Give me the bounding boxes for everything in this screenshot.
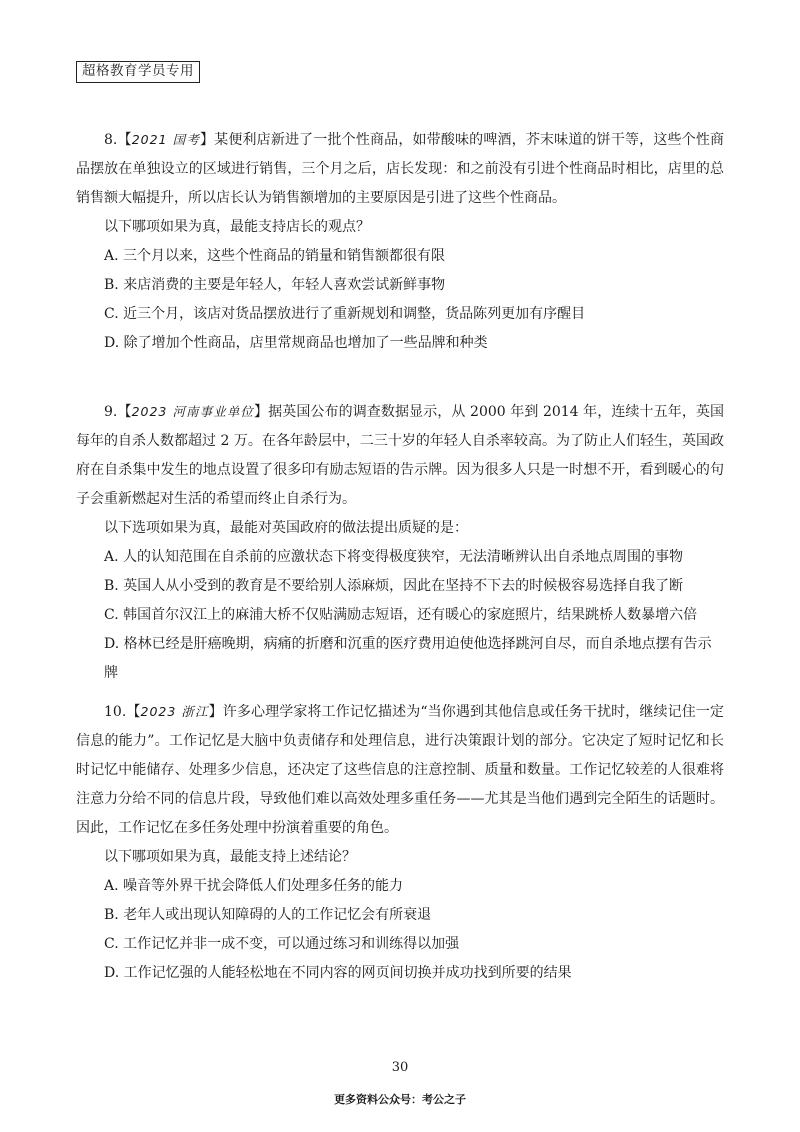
question-stem [76, 125, 724, 213]
question-9 [76, 397, 724, 688]
option-d: D. 格林已经是肝癌晚期，病痛的折磨和沉重的医疗费用迫使他选择跳河自尽，而自杀地点摆有告示牌 [104, 636, 712, 681]
option-b: B. 来店消费的主要是年轻人，年轻人喜欢尝试新鲜事物 [104, 277, 446, 293]
question-prompt: 以下选项如果为真，最能对英国政府的做法提出质疑的是： [104, 520, 468, 536]
stem-text: 据英国公布的调查数据显示，从 2000 年到 2014 年，连续十五年，英国每年的自杀人数都超过 2 万。在各年龄层中，二三十岁的年轻人自杀率较高。为了防止人们轻生，英国政府在自杀集中发生的地点设置了很多印有励志短语的告示牌。因为很多人只是一时想不开，看到暖心的句子会重新燃起对生活的希望而终止自杀行为。 [76, 404, 725, 507]
question-prompt: 以下哪项如果为真，最能支持上述结论？ [104, 849, 356, 865]
question-stem [76, 697, 724, 843]
question-stem [76, 397, 724, 514]
page-number: 30 [391, 1060, 409, 1075]
bracket-open: 【 [117, 404, 132, 420]
option-d: D. 工作记忆强的人能轻松地在不同内容的网页间切换并成功找到所要的结果 [104, 965, 572, 981]
stem-text: 许多心理学家将工作记忆描述为“当你遇到其他信息或任务干扰时，继续记住一定信息的能力”。工作记忆是大脑中负责储存和处理信息，进行决策跟计划的部分。它决定了短时记忆和长时记忆中能储存、处理多少信息，还决定了这些信息的注意控制、质量和数量。工作记忆较差的人很难将注意力分给不同的信息片段，导致他们难以高效处理多重任务——尤其是当他们遇到完全陌生的话题时。因此，工作记忆在多任务处理中扮演着重要的角色。 [76, 704, 725, 836]
watermark-label: 超格教育学员专用 [76, 61, 200, 83]
question-number: 10. [104, 704, 127, 720]
bracket-open: 【 [126, 704, 141, 720]
option-d: D. 除了增加个性商品，店里常规商品也增加了一些品牌和种类 [104, 335, 488, 351]
footer-text: 更多资料公众号：考公之子 [334, 1093, 466, 1106]
bracket-close: 】 [254, 404, 269, 420]
bracket-open: 【 [117, 132, 132, 148]
question-number: 8. [104, 132, 118, 148]
question-number: 9. [104, 404, 118, 420]
bracket-close: 】 [208, 704, 223, 720]
option-c: C. 工作记忆并非一成不变，可以通过练习和训练得以加强 [104, 936, 460, 952]
option-a: A. 三个月以来，这些个性商品的销量和销售额都很有限 [104, 248, 446, 264]
question-10 [76, 697, 724, 988]
source-tag: 2023 河南事业单位 [131, 404, 255, 419]
question-8 [76, 125, 724, 358]
option-c: C. 韩国首尔汉江上的麻浦大桥不仅贴满励志短语，还有暖心的家庭照片，结果跳桥人数暴增六倍 [104, 607, 698, 623]
stem-text: 某便利店新进了一批个性商品，如带酸味的啤酒，芥末味道的饼干等，这些个性商品摆放在单独设立的区域进行销售，三个月之后，店长发现：和之前没有引进个性商品时相比，店里的总销售额大幅提升，所以店长认为销售额增加的主要原因是引进了这些个性商品。 [76, 132, 725, 206]
option-c: C. 近三个月，该店对货品摆放进行了重新规划和调整，货品陈列更加有序醒目 [104, 306, 586, 322]
option-a: A. 人的认知范围在自杀前的应激状态下将变得极度狭窄，无法清晰辨认出自杀地点周围的事物 [104, 549, 684, 565]
question-prompt: 以下哪项如果为真，最能支持店长的观点？ [104, 219, 370, 235]
option-a: A. 噪音等外界干扰会降低人们处理多任务的能力 [104, 878, 404, 894]
option-b: B. 英国人从小受到的教育是不要给别人添麻烦，因此在坚持不下去的时候极容易选择自我了断 [104, 578, 684, 594]
source-tag: 2023 浙江 [140, 704, 209, 719]
bracket-close: 】 [200, 132, 215, 148]
source-tag: 2021 国考 [131, 132, 200, 147]
option-b: B. 老年人或出现认知障碍的人的工作记忆会有所衰退 [104, 907, 432, 923]
